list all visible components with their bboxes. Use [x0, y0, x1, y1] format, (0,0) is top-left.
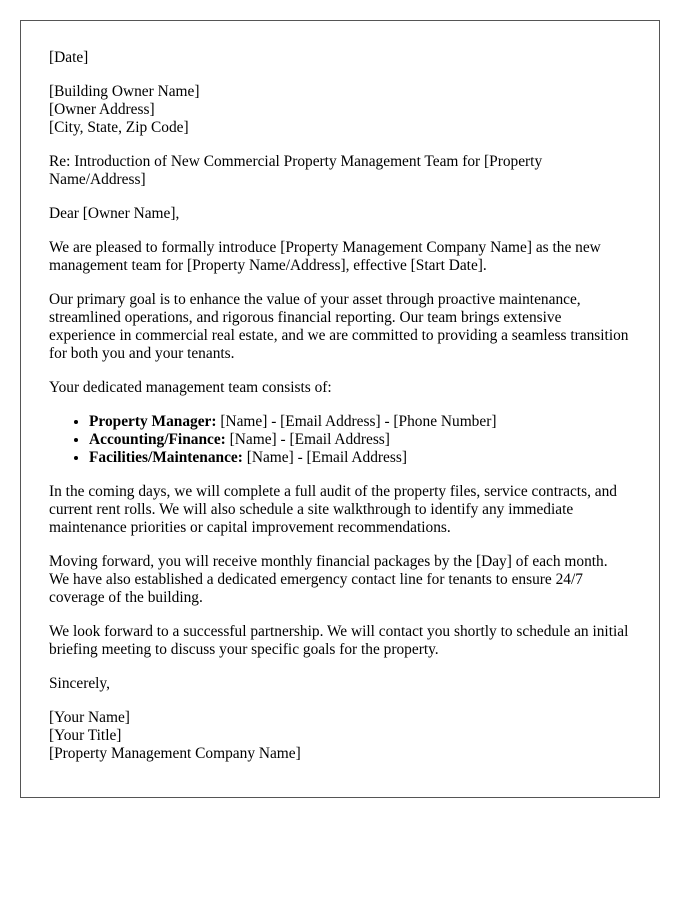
team-list-item	[89, 449, 631, 467]
signature-block	[49, 709, 631, 763]
team-role: Facilities/Maintenance:	[89, 449, 243, 466]
signature-company: [Property Management Company Name]	[49, 745, 301, 762]
paragraph-closing: We look forward to a successful partnership. We will contact you shortly to schedule an initial briefing meeting to discuss your specific goals for the property.	[49, 623, 629, 658]
team-details: [Name] - [Email Address] - [Phone Number]	[216, 413, 497, 430]
recipient-city-state-zip: [City, State, Zip Code]	[49, 119, 189, 136]
letter-page	[20, 20, 660, 798]
recipient-address: [Owner Address]	[49, 101, 155, 118]
team-details: [Name] - [Email Address]	[242, 449, 407, 466]
recipient-block	[49, 83, 631, 137]
signature-title: [Your Title]	[49, 727, 122, 744]
letter-salutation: Dear [Owner Name],	[49, 205, 180, 222]
team-list-item	[89, 431, 631, 449]
team-list	[49, 413, 631, 467]
team-role: Property Manager:	[89, 413, 217, 430]
team-list-item	[89, 413, 631, 431]
paragraph-forward: Moving forward, you will receive monthly financial packages by the [Day] of each month. We have also established a dedicated emergency contact line for tenants to ensure 24/7 coverage of the building.	[49, 553, 608, 606]
paragraph-goal: Our primary goal is to enhance the value of your asset through proactive maintenance, streamlined operations, and rigorous financial reporting. Our team brings extensive experience in commercial real estate, and we are committed to providing a seamless transition for both you and your tenants.	[49, 291, 629, 362]
recipient-name: [Building Owner Name]	[49, 83, 200, 100]
team-details: [Name] - [Email Address]	[225, 431, 390, 448]
team-role: Accounting/Finance:	[89, 431, 226, 448]
paragraph-team-intro: Your dedicated management team consists of:	[49, 379, 332, 396]
letter-date: [Date]	[49, 49, 89, 66]
signature-name: [Your Name]	[49, 709, 130, 726]
letter-closing: Sincerely,	[49, 675, 110, 692]
letter-subject: Re: Introduction of New Commercial Property Management Team for [Property Name/Address]	[49, 153, 543, 188]
paragraph-intro: We are pleased to formally introduce [Property Management Company Name] as the new management team for [Property Name/Address], effective [Start Date].	[49, 239, 601, 274]
paragraph-audit: In the coming days, we will complete a full audit of the property files, service contracts, and current rent rolls. We will also schedule a site walkthrough to identify any immediate maintenance priorities or capital improvement recommendations.	[49, 483, 617, 536]
